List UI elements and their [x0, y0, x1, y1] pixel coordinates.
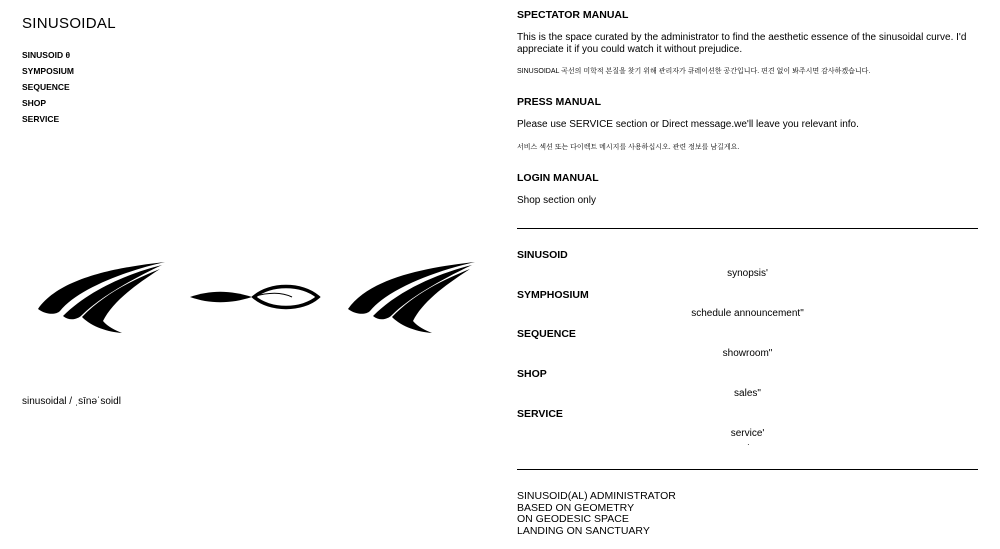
nav-item-service[interactable]: SERVICE [22, 114, 60, 124]
footer-line-2: BASED ON GEOMETRY [517, 502, 635, 514]
footer-line-3: ON GEODESIC SPACE [517, 513, 629, 525]
section-shop-link[interactable]: sales" [734, 388, 761, 399]
divider-top [517, 228, 978, 229]
nav-item-symposium[interactable]: SYMPOSIUM [22, 66, 74, 76]
section-symphosium-heading[interactable]: SYMPHOSIUM [517, 289, 589, 301]
site-title[interactable]: SINUSOIDAL [22, 15, 116, 32]
section-service-link[interactable]: service' [730, 428, 765, 439]
nav-item-shop[interactable]: SHOP [22, 98, 47, 108]
login-manual-text: Shop section only [517, 195, 596, 206]
spectator-manual-heading: SPECTATOR MANUAL [517, 9, 629, 21]
sinusoidal-logo-artwork [30, 255, 475, 340]
wing-right-shape [348, 262, 475, 333]
right-panel [517, 0, 978, 549]
spectator-manual-text: This is the space curated by the administrator to find the aesthetic essence of the sinusoidal curve. I'd appreciate it if you could watch it without prejudice. [517, 32, 967, 55]
footer-line-4: LANDING ON SANCTUARY [517, 525, 650, 537]
section-sinusoid-heading[interactable]: SINUSOID [517, 249, 568, 261]
press-manual-korean: 서비스 섹션 또는 다이렉트 메시지를 사용하십시오. 관련 정보를 남길게요. [517, 144, 740, 151]
pronunciation-text: sinusoidal / ˌsīnəˈsoidl [22, 396, 121, 407]
nav-item-sinusoid[interactable]: SINUSOID θ [22, 50, 71, 60]
footer-line-1: SINUSOID(AL) ADMINISTRATOR [517, 490, 676, 502]
press-manual-text: Please use SERVICE section or Direct message.we'll leave you relevant info. [517, 119, 859, 130]
decorative-dot: · [747, 440, 750, 449]
section-sequence-link[interactable]: showroom" [722, 348, 773, 359]
section-sinusoid-link[interactable]: synopsis' [727, 268, 768, 279]
divider-bottom [517, 469, 978, 470]
login-manual-heading: LOGIN MANUAL [517, 172, 599, 184]
section-shop-heading[interactable]: SHOP [517, 368, 547, 380]
wing-left-shape [38, 262, 165, 333]
section-sequence-heading[interactable]: SEQUENCE [517, 328, 576, 340]
spectator-manual-korean: SINUSOIDAL 곡선의 미학적 본질을 찾기 위해 관리자가 큐레이션한 공간입니다. 편견 없이 봐주시면 감사하겠습니다. [517, 68, 871, 75]
sine-wave-shape [190, 287, 318, 308]
section-symphosium-link[interactable]: schedule announcement" [691, 308, 804, 319]
main-nav [22, 50, 74, 130]
nav-item-sequence[interactable]: SEQUENCE [22, 82, 70, 92]
section-service-heading[interactable]: SERVICE [517, 408, 563, 420]
press-manual-heading: PRESS MANUAL [517, 96, 602, 108]
